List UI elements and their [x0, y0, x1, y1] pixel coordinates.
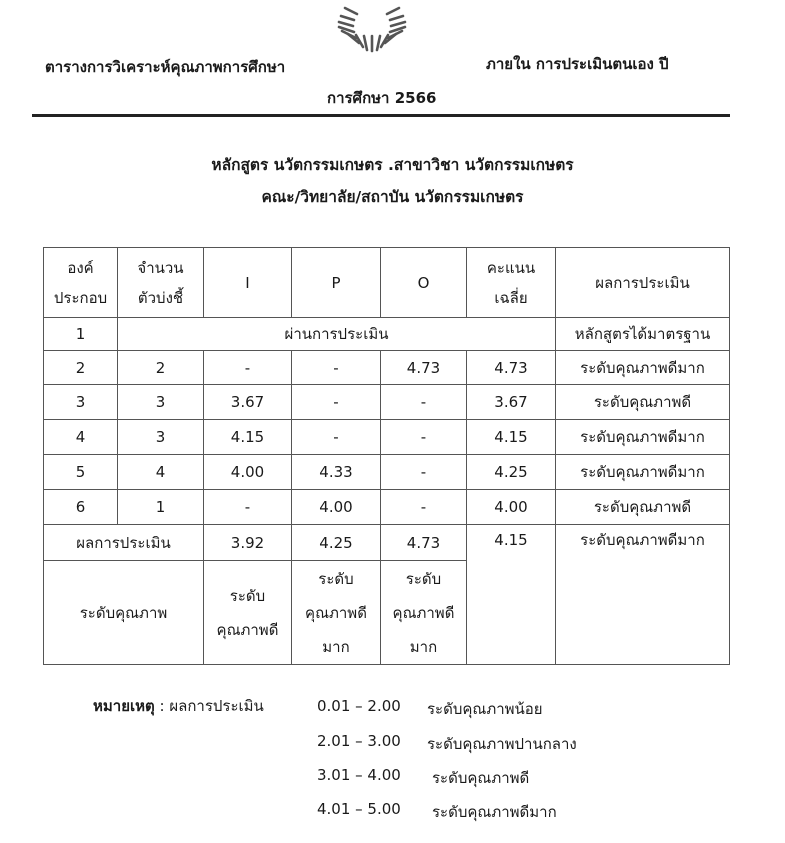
notes-level: ระดับคุณภาพปานกลาง: [427, 735, 577, 753]
quality-label: ระดับคุณภาพ: [44, 561, 204, 665]
cell-count: 2: [118, 351, 204, 385]
assessment-table: [43, 247, 730, 665]
cell-count: 4: [118, 455, 204, 490]
cell-result: ระดับคุณภาพดี: [556, 385, 730, 420]
cell-i: 4.00: [204, 455, 292, 490]
faculty-title: คณะ/วิทยาลัย/สถาบัน นวัตกรรมเกษตร: [261, 188, 524, 206]
cell-avg: 4.15: [467, 420, 556, 455]
cell-count: 3: [118, 385, 204, 420]
table-header-row: [44, 248, 730, 318]
notes-level: ระดับคุณภาพดี: [432, 769, 530, 787]
header-right-title: ภายใน การประเมินตนเอง ปี: [486, 55, 669, 73]
header-p: P: [292, 248, 381, 318]
cell-result: ระดับคุณภาพดีมาก: [556, 351, 730, 385]
notes-range: 4.01 – 5.00: [317, 800, 401, 818]
cell-count: 3: [118, 420, 204, 455]
cell-count: 1: [118, 490, 204, 525]
cell-o: 4.73: [381, 351, 467, 385]
summary-avg: 4.15: [467, 525, 556, 665]
summary-label: ผลการประเมิน: [44, 525, 204, 561]
cell-avg: 4.25: [467, 455, 556, 490]
cell-avg: 4.73: [467, 351, 556, 385]
cell-result: หลักสูตรได้มาตรฐาน: [556, 318, 730, 351]
header-year-line: การศึกษา 2566: [327, 89, 437, 107]
notes-separator: : ผลการประเมิน: [154, 697, 264, 715]
header-result: ผลการประเมิน: [556, 248, 730, 318]
table-row: [44, 318, 730, 351]
notes-label: หมายเหตุ: [93, 697, 155, 715]
cell-component: 4: [44, 420, 118, 455]
header-o: O: [381, 248, 467, 318]
cell-result: ระดับคุณภาพดีมาก: [556, 455, 730, 490]
notes-level: ระดับคุณภาพน้อย: [427, 700, 543, 718]
cell-result: ระดับคุณภาพดี: [556, 490, 730, 525]
summary-o: 4.73: [381, 525, 467, 561]
summary-p: 4.25: [292, 525, 381, 561]
header-component: องค์ ประกอบ: [44, 248, 118, 318]
summary-result: ระดับคุณภาพดีมาก: [556, 525, 730, 665]
cell-i: 3.67: [204, 385, 292, 420]
notes-level: ระดับคุณภาพดีมาก: [432, 803, 557, 821]
table-row: [44, 385, 730, 420]
cell-o: -: [381, 385, 467, 420]
notes-range: 0.01 – 2.00: [317, 697, 401, 715]
cell-p: -: [292, 420, 381, 455]
cell-i: 4.15: [204, 420, 292, 455]
cell-avg: 4.00: [467, 490, 556, 525]
summary-i: 3.92: [204, 525, 292, 561]
cell-p: -: [292, 385, 381, 420]
cell-result: ระดับคุณภาพดีมาก: [556, 420, 730, 455]
table-row: [44, 455, 730, 490]
cell-o: -: [381, 420, 467, 455]
table-row: [44, 490, 730, 525]
summary-row: [44, 525, 730, 561]
cell-i: -: [204, 490, 292, 525]
quality-o: ระดับ คุณภาพดี มาก: [381, 561, 467, 665]
quality-i: ระดับ คุณภาพดี: [204, 561, 292, 665]
quality-p: ระดับ คุณภาพดี มาก: [292, 561, 381, 665]
cell-component: 3: [44, 385, 118, 420]
cell-component: 6: [44, 490, 118, 525]
header-indicator-count: จำนวน ตัวบ่งชี้: [118, 248, 204, 318]
cell-avg: 3.67: [467, 385, 556, 420]
notes-heading: [93, 694, 264, 718]
cell-p: -: [292, 351, 381, 385]
cell-o: -: [381, 455, 467, 490]
cell-component: 5: [44, 455, 118, 490]
cell-p: 4.33: [292, 455, 381, 490]
cell-component: 2: [44, 351, 118, 385]
cell-o: -: [381, 490, 467, 525]
cell-merged-pass: ผ่านการประเมิน: [118, 318, 556, 351]
header-i: I: [204, 248, 292, 318]
table-row: [44, 420, 730, 455]
notes-range: 3.01 – 4.00: [317, 766, 401, 784]
university-logo: [337, 2, 407, 54]
table-row: [44, 351, 730, 385]
cell-component: 1: [44, 318, 118, 351]
program-title: หลักสูตร นวัตกรรมเกษตร .สาขาวิชา นวัตกรรมเกษตร: [211, 156, 574, 174]
cell-p: 4.00: [292, 490, 381, 525]
header-divider: [32, 114, 730, 117]
notes-range: 2.01 – 3.00: [317, 732, 401, 750]
header-average: คะแนน เฉลี่ย: [467, 248, 556, 318]
cell-i: -: [204, 351, 292, 385]
header-left-title: ตารางการวิเคราะห์คุณภาพการศึกษา: [45, 58, 286, 76]
